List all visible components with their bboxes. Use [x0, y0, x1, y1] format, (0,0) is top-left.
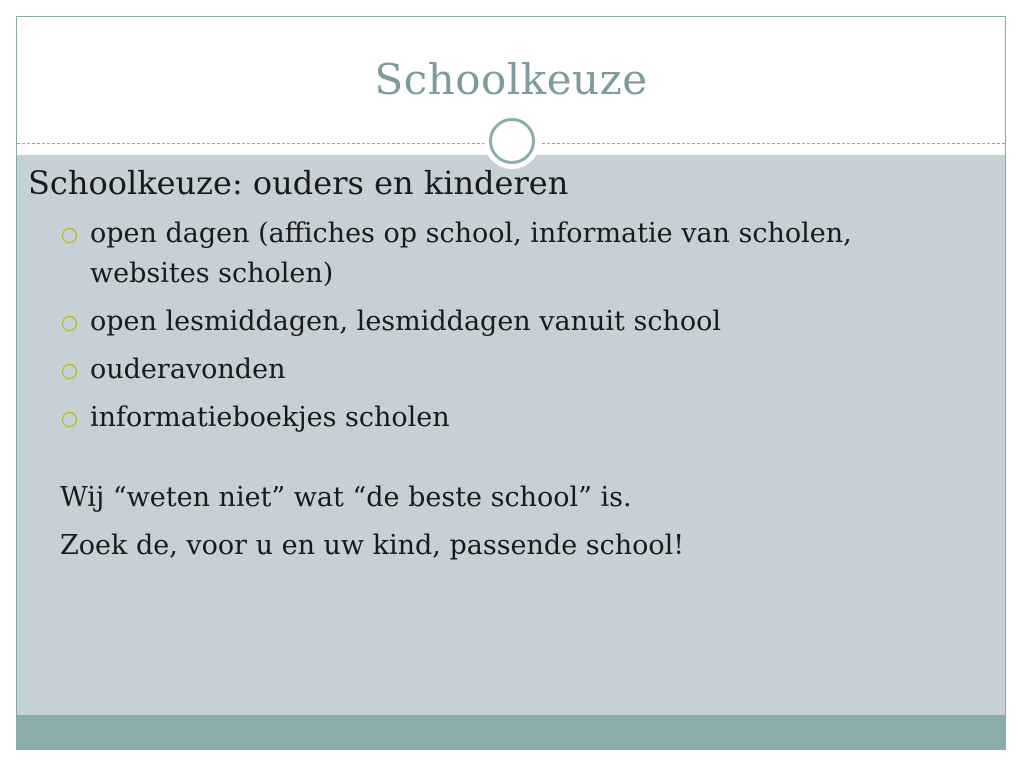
closing-line: Wij “weten niet” wat “de beste school” is.	[60, 482, 632, 513]
list-item-text: open lesmiddagen, lesmiddagen vanuit school	[90, 306, 721, 337]
circle-bullet-icon	[62, 316, 77, 331]
closing-line: Zoek de, voor u en uw kind, passende school!	[60, 530, 685, 561]
list-item	[60, 214, 958, 294]
list-item-text: informatieboekjes scholen	[90, 402, 450, 433]
circle-bullet-icon	[62, 364, 77, 379]
closing-text	[28, 478, 958, 566]
list-item-text: open dagen (affiches op school, informatie van scholen, websites scholen)	[90, 218, 852, 289]
circle-bullet-icon	[62, 228, 77, 243]
bullet-list	[28, 214, 958, 438]
list-item	[60, 302, 958, 342]
slide-title: Schoolkeuze	[374, 55, 648, 104]
slide-body	[28, 164, 958, 574]
list-item	[60, 350, 958, 390]
list-item	[60, 398, 958, 438]
body-heading: Schoolkeuze: ouders en kinderen	[28, 164, 569, 202]
bottom-band	[17, 715, 1005, 750]
circle-bullet-icon	[62, 412, 77, 427]
list-item-text: ouderavonden	[90, 354, 286, 385]
circle-ornament-icon	[484, 113, 540, 169]
ring-icon	[489, 118, 535, 164]
